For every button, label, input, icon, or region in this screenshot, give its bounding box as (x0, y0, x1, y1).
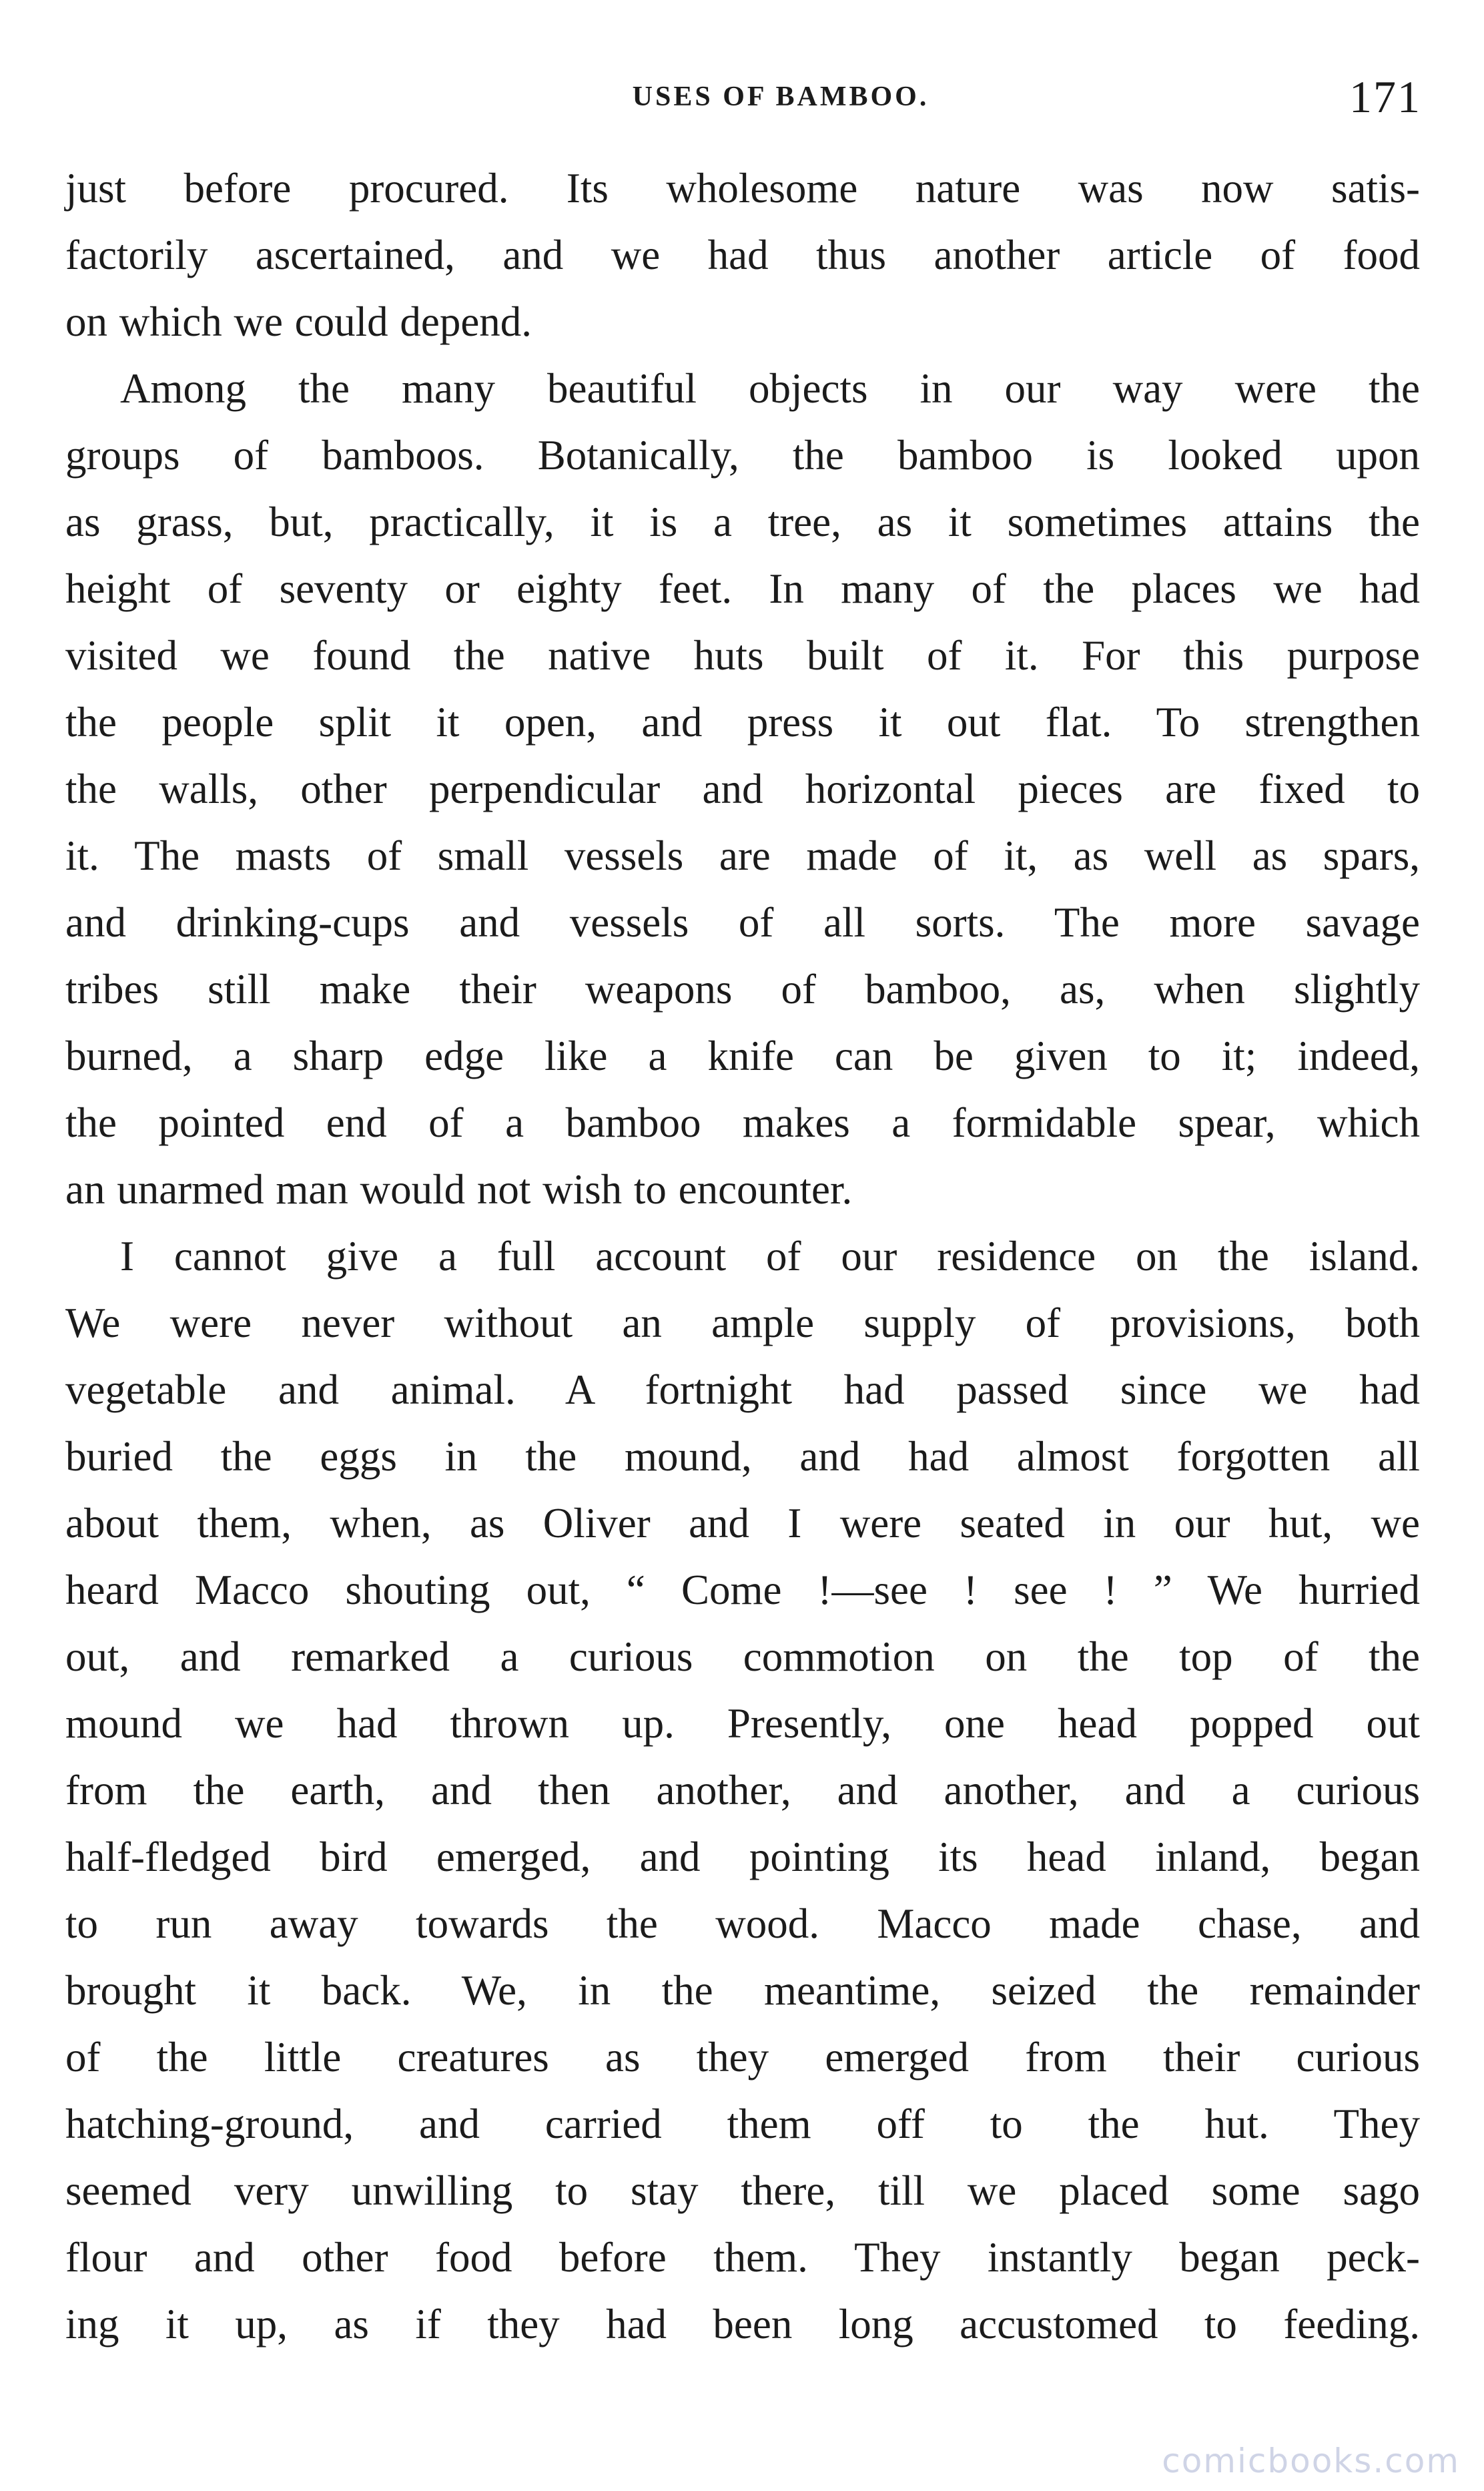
text-line: out, and remarked a curious commotion on the top of the (65, 1633, 1420, 1680)
text-line: on which we could depend. (65, 298, 532, 345)
text-line: buried the eggs in the mound, and had almost forgotten all (65, 1433, 1420, 1480)
text-line: of the little creatures as they emerged from their curious (65, 2034, 1420, 2081)
text-line: from the earth, and then another, and another, and a curious (65, 1767, 1420, 1814)
text-line: the pointed end of a bamboo makes a formidable spear, which (65, 1099, 1420, 1146)
paragraph-1 (65, 155, 1420, 355)
text-line: to run away towards the wood. Macco made chase, and (65, 1900, 1420, 1947)
page-header (60, 67, 1421, 127)
text-line: the people split it open, and press it out flat. To strengthen (65, 699, 1420, 746)
text-line: visited we found the native huts built of it. For this purpose (65, 632, 1420, 679)
text-line: I cannot give a full account of our residence on the island. (120, 1233, 1420, 1280)
text-line: factorily ascertained, and we had thus another article of food (65, 232, 1420, 278)
text-line: brought it back. We, in the meantime, seized the remainder (65, 1967, 1420, 2014)
text-line: as grass, but, practically, it is a tree, as it sometimes attains the (65, 499, 1420, 545)
text-line: burned, a sharp edge like a knife can be given to it; indeed, (65, 1033, 1420, 1079)
text-line: mound we had thrown up. Presently, one head popped out (65, 1700, 1420, 1747)
text-line: hatching-ground, and carried them off to the hut. They (65, 2101, 1420, 2147)
text-line: height of seventy or eighty feet. In many of the places we had (65, 565, 1420, 612)
body-text (65, 155, 1420, 2358)
text-line: groups of bamboos. Botanically, the bamboo is looked upon (65, 432, 1420, 479)
text-line: half-fledged bird emerged, and pointing its head inland, began (65, 1834, 1420, 1880)
text-line: tribes still make their weapons of bamboo, as, when slightly (65, 966, 1420, 1013)
text-line: it. The masts of small vessels are made of it, as well as spars, (65, 832, 1420, 879)
text-line: Among the many beautiful objects in our way were the (120, 365, 1420, 412)
text-line: flour and other food before them. They instantly began peck- (65, 2234, 1420, 2281)
page-number: 171 (1349, 71, 1421, 122)
text-line: heard Macco shouting out, “ Come !—see ! see ! ” We hurried (65, 1567, 1420, 1613)
running-head: USES OF BAMBOO. (632, 81, 930, 112)
text-line: seemed very unwilling to stay there, till we placed some sago (65, 2167, 1420, 2214)
text-line: We were never without an ample supply of provisions, both (65, 1300, 1420, 1346)
paragraph-3 (65, 1223, 1420, 2358)
text-line: ing it up, as if they had been long accustomed to feeding. (65, 2301, 1420, 2347)
watermark: comicbooks.com (1162, 2442, 1460, 2480)
text-line: just before procured. Its wholesome nature was now satis- (65, 165, 1420, 212)
text-line: an unarmed man would not wish to encounter. (65, 1166, 853, 1213)
text-line: and drinking-cups and vessels of all sorts. The more savage (65, 899, 1420, 946)
text-line: the walls, other perpendicular and horizontal pieces are fixed to (65, 766, 1420, 812)
text-line: about them, when, as Oliver and I were seated in our hut, we (65, 1500, 1420, 1547)
text-line: vegetable and animal. A fortnight had passed since we had (65, 1366, 1420, 1413)
paragraph-2 (65, 355, 1420, 1223)
